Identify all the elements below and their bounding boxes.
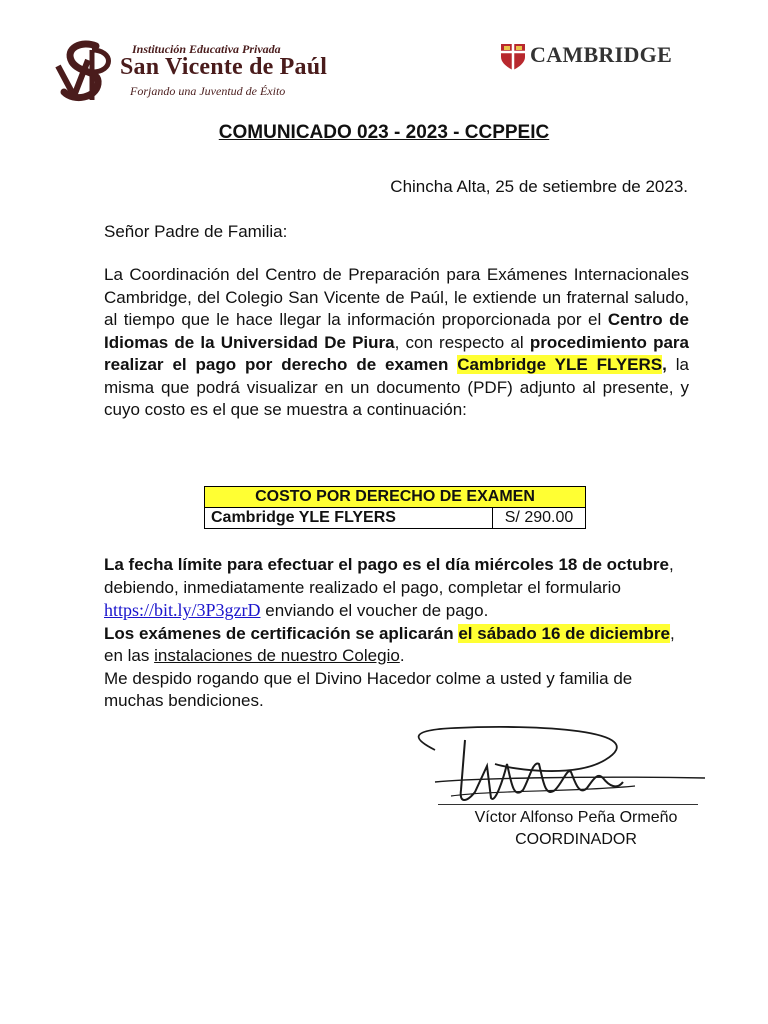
signature-line — [438, 804, 698, 805]
exam-name-cell: Cambridge YLE FLYERS — [205, 508, 493, 529]
closing-text: Me despido rogando que el Divino Hacedor colme a usted y familia de muchas bendiciones. — [104, 668, 633, 710]
text-run: , debiendo, inmediatamente realizado el pago, completar el formulario — [104, 555, 674, 597]
form-link[interactable]: https://bit.ly/3P3gzrD — [104, 600, 261, 620]
institution-type: Institución Educativa Privada — [132, 42, 281, 56]
bold-run: Los exámenes de certificación se aplicarán — [104, 623, 459, 643]
exam-price-cell: S/ 290.00 — [493, 508, 586, 529]
cambridge-shield-icon — [500, 43, 526, 71]
text-run: La Coordinación del Centro de Preparación para Exámenes Internacionales Cambridge, del Colegio San Vicente de Paúl, le extiende un fraternal saludo, al tiempo que le hace llegar la información proporcionada por el — [104, 265, 689, 329]
highlighted-exam-name: Cambridge YLE FLYERS — [457, 355, 663, 374]
bold-run: La fecha límite para efectuar el pago es el día miércoles 18 de octubre — [104, 555, 670, 574]
text-run: . — [399, 646, 405, 665]
signer-role: COORDINADOR — [515, 831, 637, 848]
cost-table — [204, 486, 586, 529]
text-run: , con respecto al — [394, 332, 530, 352]
highlighted-exam-date: el sábado 16 de diciembre — [458, 623, 670, 643]
text-run: , en las — [104, 623, 675, 665]
svp-monogram-icon — [52, 40, 116, 104]
bold-run: procedimiento para realizar el pago por derecho de examen — [104, 332, 690, 374]
institution-name: San Vicente de Paúl — [120, 54, 328, 80]
payment-paragraph — [104, 554, 689, 713]
signer-name: Víctor Alfonso Peña Ormeño — [474, 809, 678, 826]
document-title: COMUNICADO 023 - 2023 - CCPPEIC — [218, 122, 550, 143]
text-run: la misma que podrá visualizar en un documento (PDF) adjunto al presente, y cuyo costo es el que se muestra a continuación: — [104, 355, 689, 419]
underlined-location: instalaciones de nuestro Colegio — [154, 646, 400, 665]
table-header: COSTO POR DERECHO DE EXAMEN — [205, 487, 586, 508]
table-header-row — [205, 487, 586, 508]
text-run: enviando el voucher de pago. — [260, 601, 489, 620]
cambridge-wordmark: CAMBRIDGE — [530, 42, 673, 67]
salutation: Señor Padre de Familia: — [104, 222, 288, 241]
table-row — [205, 508, 586, 529]
document-date: Chincha Alta, 25 de setiembre de 2023. — [390, 177, 688, 196]
institution-motto: Forjando una Juventud de Éxito — [130, 84, 286, 98]
intro-paragraph — [104, 264, 689, 422]
bold-run: , — [662, 355, 667, 374]
bold-run: Centro de Idiomas de la Universidad De Piura — [104, 310, 689, 352]
